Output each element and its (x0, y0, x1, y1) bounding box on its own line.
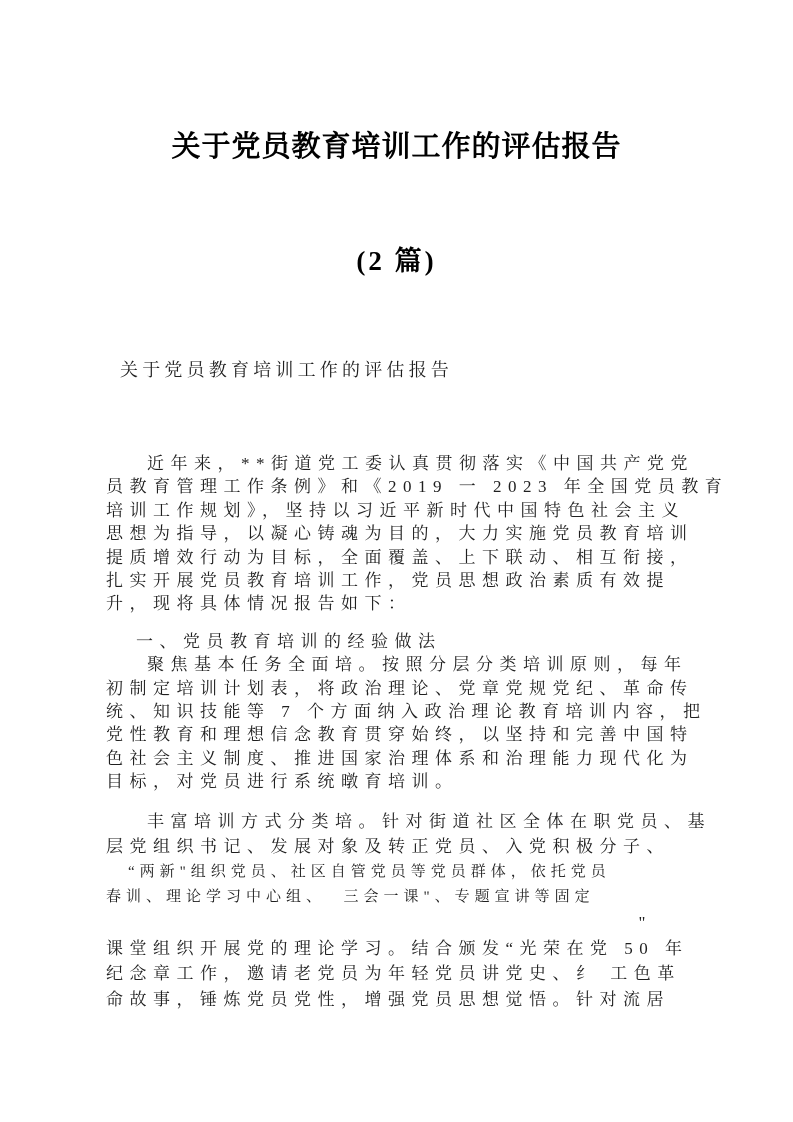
text-line: 提质增效行动为目标，全面覆盖、上下联动、相互衔接， (106, 547, 694, 567)
text-line: 初制定培训计划表，将政治理论、党章党规党纪、革命传 (106, 678, 694, 698)
text-line: 目标，对党员进行系统暾育培训。 (106, 772, 459, 792)
text-line: 色社会主义制度、推进国家治理体系和治理能力现代化为 (106, 748, 694, 768)
section-paragraph (106, 653, 707, 793)
document-title: 关于党员教育培训工作的评估报告 (171, 131, 622, 163)
text-line: 命故事，锤炼党员党性，增强党员思想觉悟。针对流居 (106, 989, 670, 1009)
section-paragraph (106, 809, 711, 1012)
text-line: 近年来，**街道党工委认真贯彻落实《中国共产党党 (147, 454, 694, 473)
text-line: 培训工作规划》，坚持以习近平新时代中国特色社会主义 (106, 500, 685, 520)
text-line: 课堂组织开展党的理论学习。结合颁发“光荣在党 50 年 (106, 938, 689, 958)
article-title: 关于党员教育培训工作的评估报告 (120, 360, 453, 380)
text-line: 统、知识技能等 7 个方面纳入政治理论教育培训内容，把 (106, 702, 707, 722)
text-line: 丰富培训方式分类培。针对街道社区全体在职党员、基 (147, 811, 711, 831)
section-paragraph (106, 452, 729, 616)
section-heading (106, 630, 688, 653)
text-line: 升，现将具体情况报告如下： (106, 594, 412, 614)
document-body (106, 452, 729, 1012)
text-line: 层党组织书记、发展对象及转正党员、入党积极分子、 (106, 837, 670, 857)
text-line: 一、党员教育培训的经验做法 (136, 631, 442, 651)
text-line: “两新"组织党员、社区自管党员等党员群体，依托党员 (128, 863, 611, 880)
text-line: 春训、理论学习中心组、 三会一课"、专题宣讲等固定 (106, 888, 595, 905)
text-line: 员教育管理工作条例》和《2019 一 2023 年全国党员教育 (106, 477, 729, 497)
text-line: 聚焦基本任务全面培。按照分层分类培训原则，每年 (147, 655, 688, 675)
text-line: 纪念章工作，邀请老党员为年轻党员讲党史、纟 工色革 (106, 964, 681, 984)
text-line: 思想为指导，以凝心铸魂为目的，大力实施党员教育培训 (106, 524, 694, 544)
text-line: 党性教育和理想信念教育贯穿始终，以坚持和完善中国特 (106, 725, 694, 745)
text-line: " (638, 913, 652, 933)
text-line: 扎实开展党员教育培训工作，党员思想政治素质有效提 (106, 571, 670, 591)
document-count-label: (2 篇) (356, 246, 437, 276)
